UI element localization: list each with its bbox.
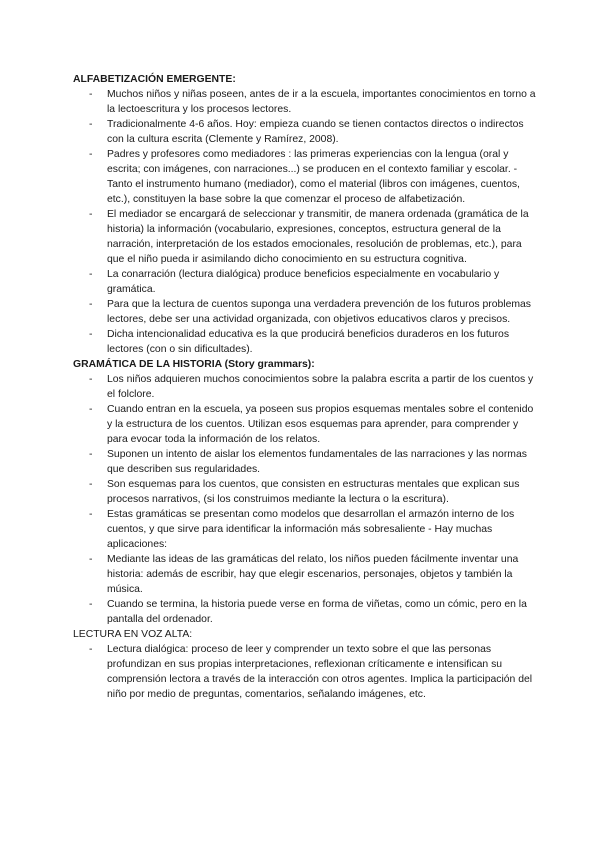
- section-heading: ALFABETIZACIÓN EMERGENTE:: [73, 74, 236, 85]
- bullet-list: [73, 642, 540, 702]
- list-item: - Cuando se termina, la historia puede verse en forma de viñetas, como un cómic, pero en la pantalla del ordenador.: [107, 597, 540, 627]
- list-item: - Muchos niños y niñas poseen, antes de ir a la escuela, importantes conocimientos en torno a la lectoescritura y los procesos lectores.: [107, 87, 540, 117]
- list-item: - Tradicionalmente 4-6 años. Hoy: empieza cuando se tienen contactos directos o indirectos con la cultura escrita (Clemente y Ramírez, 2008).: [107, 117, 540, 147]
- list-item: - Mediante las ideas de las gramáticas del relato, los niños pueden fácilmente inventar una historia: además de escribir, hay que elegir escenarios, personajes, objetos y también la música.: [107, 552, 540, 597]
- section-heading: LECTURA EN VOZ ALTA:: [73, 629, 193, 640]
- bullet-list: [73, 87, 540, 357]
- list-item: - Dicha intencionalidad educativa es la que producirá beneficios duraderos en los futuros lectores (con o sin dificultades).: [107, 327, 540, 357]
- list-item: - Son esquemas para los cuentos, que consisten en estructuras mentales que explican sus procesos narrativos, (si los construimos mediante la lectura o la escritura).: [107, 477, 540, 507]
- list-item: - Los niños adquieren muchos conocimientos sobre la palabra escrita a partir de los cuentos y el folclore.: [107, 372, 540, 402]
- section-alfabetizacion: [73, 72, 540, 357]
- section-heading: GRAMÁTICA DE LA HISTORIA (Story grammars):: [73, 359, 315, 370]
- section-lectura-voz-alta: [73, 627, 540, 702]
- list-item: - Suponen un intento de aislar los elementos fundamentales de las narraciones y las normas que describen sus regularidades.: [107, 447, 540, 477]
- list-item: - Cuando entran en la escuela, ya poseen sus propios esquemas mentales sobre el contenido y la estructura de los cuentos. Utilizan esos esquemas para aprender, para comprender y para evocar toda la información de los relatos.: [107, 402, 540, 447]
- list-item: - La conarración (lectura dialógica) produce beneficios especialmente en vocabulario y gramática.: [107, 267, 540, 297]
- bullet-list: [73, 372, 540, 627]
- list-item: - Padres y profesores como mediadores : las primeras experiencias con la lengua (oral y escrita; con imágenes, con narraciones...) se producen en el contexto familiar y escolar. - Tanto el instrumento humano (mediador), como el material (libros con imágenes, cuentos, etc.), constituyen la base sobre la que comenzar el proceso de alfabetización.: [107, 147, 540, 207]
- list-item: - Para que la lectura de cuentos suponga una verdadera prevención de los futuros problemas lectores, debe ser una actividad organizada, con objetivos educativos claros y precisos.: [107, 297, 540, 327]
- list-item: - Estas gramáticas se presentan como modelos que desarrollan el armazón interno de los cuentos, y que sirve para identificar la información más sobresaliente - Hay muchas aplicaciones:: [107, 507, 540, 552]
- section-gramatica: [73, 357, 540, 627]
- list-item: - Lectura dialógica: proceso de leer y comprender un texto sobre el que las personas profundizan en sus propias interpretaciones, reflexionan críticamente e intensifican su comprensión lectora a través de la interacción con otros agentes. Implica la participación del niño por medio de preguntas, comentarios, señalando imágenes, etc.: [107, 642, 540, 702]
- list-item: - El mediador se encargará de seleccionar y transmitir, de manera ordenada (gramática de la historia) la información (vocabulario, expresiones, conceptos, estructura general de la narración, interpretación de los estados emocionales, resolución de problemas, etc.), para que el niño pueda ir asimilando dicho conocimiento en su estructura cognitiva.: [107, 207, 540, 267]
